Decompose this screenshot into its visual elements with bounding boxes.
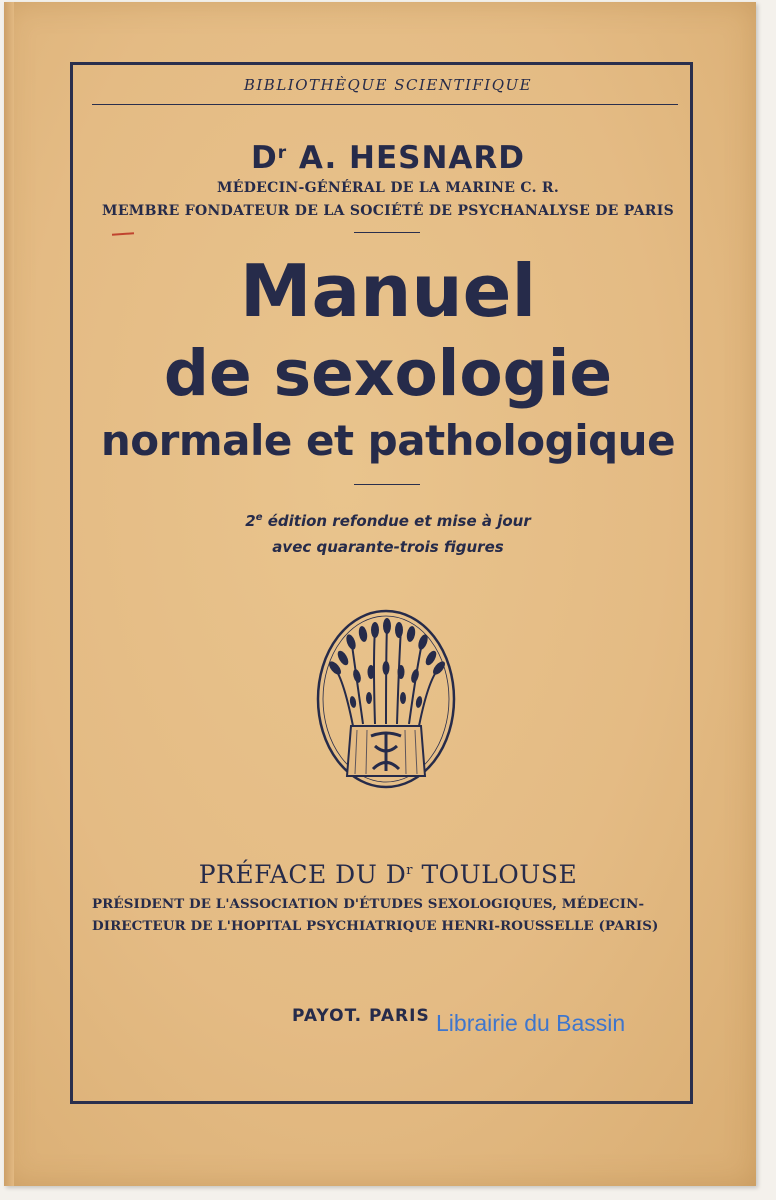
preface-name: TOULOUSE	[413, 860, 578, 889]
edition-line1: 2e édition refondue et mise à jour	[245, 512, 531, 530]
preface-main: PRÉFACE DU D	[198, 860, 407, 889]
book-title-line3: normale et pathologique	[100, 416, 676, 465]
publisher-imprint: PAYOT. PARIS	[292, 1006, 430, 1026]
preface-sup: r	[406, 863, 414, 878]
author-name	[0, 140, 776, 176]
seller-watermark: Librairie du Bassin	[436, 1010, 626, 1036]
author-title-line2: MEMBRE FONDATEUR DE LA SOCIÉTÉ DE PSYCHANALYSE DE PARIS	[102, 203, 674, 219]
author-prefix: D	[250, 140, 278, 176]
book-title-line2: de sexologie	[163, 337, 613, 410]
edition-line2: avec quarante-trois figures	[272, 538, 504, 556]
author-surname: A. HESNARD	[287, 140, 526, 176]
preface-role-line1: PRÉSIDENT DE L'ASSOCIATION D'ÉTUDES SEXOLOGIQUES, MÉDECIN-	[92, 896, 645, 912]
wheat-sheaf-emblem-icon	[313, 606, 459, 792]
title-rule	[354, 484, 420, 485]
book-title-line1: Manuel	[239, 249, 537, 333]
edition-sup: e	[255, 512, 263, 523]
series-rule	[92, 104, 678, 105]
series-title: BIBLIOTHÈQUE SCIENTIFIQUE	[243, 76, 533, 94]
preface-heading	[0, 860, 776, 889]
preface-role-line2: DIRECTEUR DE L'HOPITAL PSYCHIATRIQUE HENRI-ROUSSELLE (PARIS)	[92, 918, 659, 934]
author-title-line1: MÉDECIN-GÉNÉRAL DE LA MARINE C. R.	[216, 180, 560, 196]
author-rule	[354, 232, 420, 233]
author-prefix-sup: r	[277, 143, 288, 163]
